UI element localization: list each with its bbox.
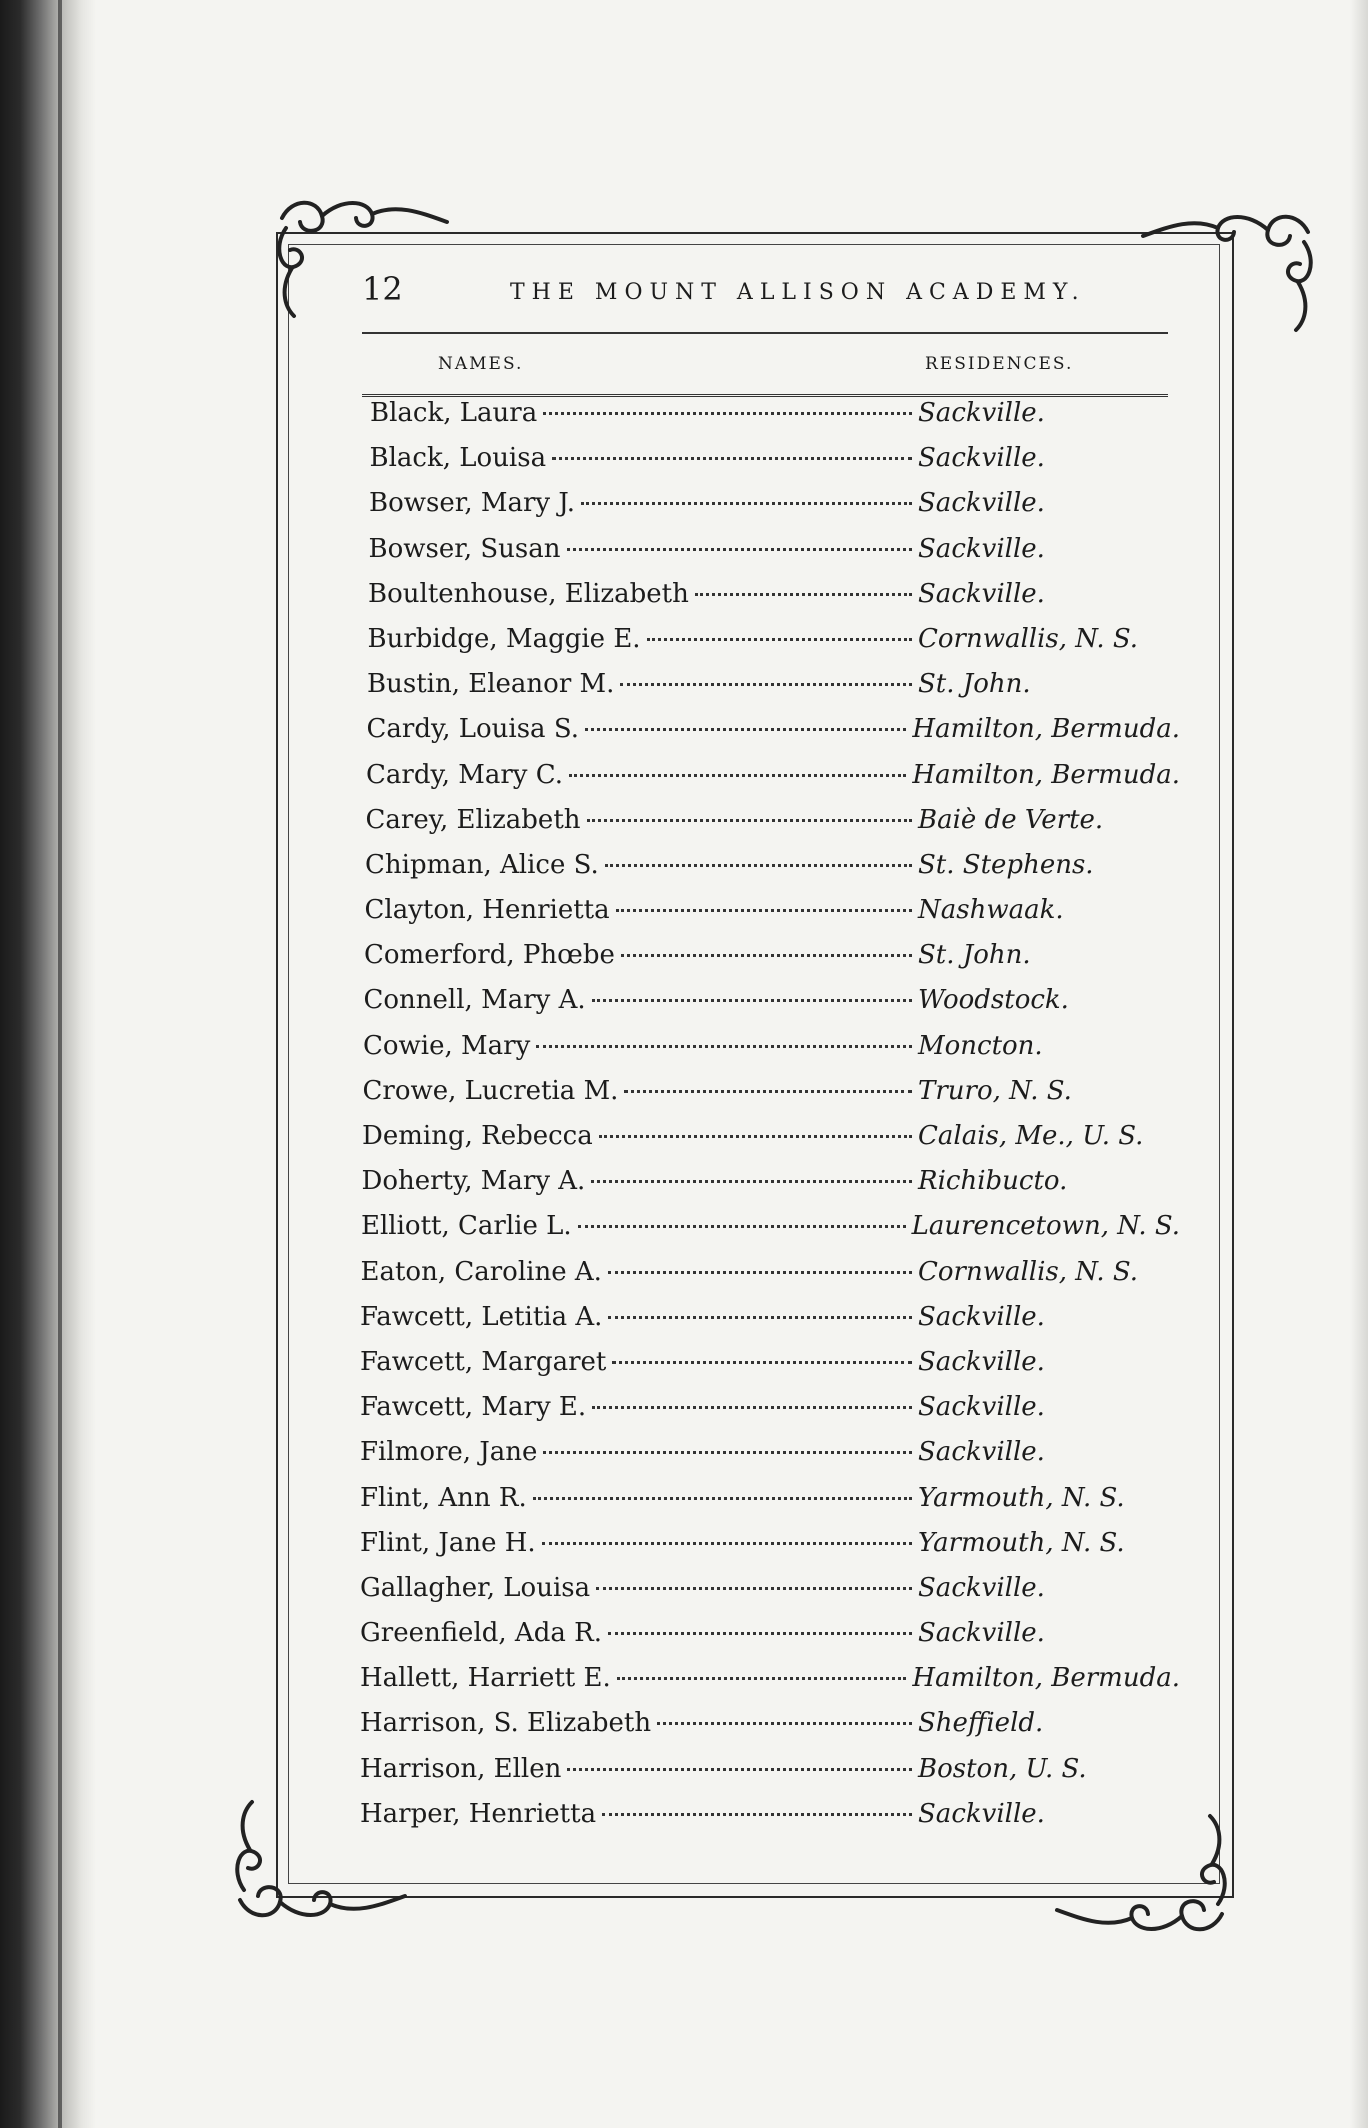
student-residence: Yarmouth, N. S.	[918, 1482, 1125, 1513]
student-residence: Hamilton, Bermuda.	[912, 714, 1180, 745]
dot-leader	[608, 1632, 912, 1635]
list-item	[360, 1121, 1180, 1166]
list-item	[360, 534, 1180, 579]
student-residence: Sackville.	[918, 443, 1045, 474]
student-name: Cardy, Louisa S.	[366, 714, 579, 745]
student-residence: St. John.	[918, 940, 1031, 971]
dot-leader	[591, 1180, 912, 1183]
list-item	[360, 850, 1180, 895]
list-item	[360, 1257, 1180, 1302]
list-item	[360, 1528, 1180, 1573]
dot-leader	[616, 909, 912, 912]
student-name: Black, Louisa	[369, 443, 547, 474]
student-name: Crowe, Lucretia M.	[362, 1075, 619, 1106]
student-name: Elliott, Carlie L.	[361, 1211, 572, 1242]
student-name: Fawcett, Letitia A.	[360, 1301, 603, 1332]
student-residence: Yarmouth, N. S.	[918, 1527, 1125, 1558]
dot-leader	[620, 683, 912, 686]
dot-leader	[567, 548, 913, 551]
list-item	[360, 1754, 1180, 1799]
header-rule	[362, 332, 1168, 334]
student-residence: Sackville.	[918, 1437, 1045, 1468]
dot-leader	[608, 1271, 912, 1274]
student-residence: Cornwallis, N. S.	[918, 1256, 1139, 1287]
student-residence: Woodstock.	[918, 985, 1069, 1016]
dot-leader	[533, 1497, 912, 1500]
student-residence: Hamilton, Bermuda.	[912, 759, 1180, 790]
student-residence: Laurencetown, N. S.	[911, 1211, 1180, 1242]
page-right-shadow	[1350, 0, 1368, 2128]
student-name: Doherty, Mary A.	[361, 1166, 586, 1197]
student-name: Burbidge, Maggie E.	[367, 623, 641, 654]
dot-leader	[657, 1722, 912, 1725]
student-name: Comerford, Phœbe	[364, 940, 615, 971]
list-item	[360, 488, 1180, 533]
dot-leader	[569, 774, 906, 777]
list-item	[360, 760, 1180, 805]
dot-leader	[647, 638, 912, 641]
list-item	[360, 1031, 1180, 1076]
student-residence: Sackville.	[918, 488, 1045, 519]
dot-leader	[592, 999, 912, 1002]
column-header-residences: RESIDENCES.	[925, 354, 1074, 374]
student-residence: Truro, N. S.	[918, 1075, 1072, 1106]
student-residence: Sackville.	[918, 1618, 1045, 1649]
student-residence: Sackville.	[918, 1572, 1045, 1603]
student-name: Cardy, Mary C.	[366, 759, 563, 790]
student-name: Bowser, Mary J.	[369, 488, 576, 519]
student-name: Deming, Rebecca	[362, 1121, 593, 1151]
dot-leader	[617, 1677, 907, 1680]
student-name: Eaton, Caroline A.	[360, 1256, 602, 1287]
list-item	[360, 1076, 1180, 1121]
dot-leader	[621, 954, 912, 957]
student-name: Black, Laura	[370, 398, 538, 428]
list-item	[360, 669, 1180, 714]
list-item	[360, 1392, 1180, 1437]
student-residence: Moncton.	[918, 1030, 1043, 1061]
student-name: Greenfield, Ada R.	[360, 1618, 602, 1649]
list-item	[360, 1302, 1180, 1347]
list-item	[360, 714, 1180, 759]
student-name: Harrison, Ellen	[360, 1753, 562, 1784]
student-residence: Baiè de Verte.	[918, 804, 1104, 835]
student-name: Fawcett, Mary E.	[360, 1392, 587, 1423]
list-item	[360, 805, 1180, 850]
list-item	[360, 1437, 1180, 1482]
dot-leader	[567, 1768, 912, 1771]
dot-leader	[596, 1587, 912, 1590]
student-residence: Calais, Me., U. S.	[918, 1121, 1144, 1151]
student-residence: Sackville.	[918, 1301, 1045, 1332]
column-header-names: NAMES.	[438, 354, 524, 374]
dot-leader	[587, 819, 912, 822]
list-item	[360, 895, 1180, 940]
list-item	[360, 1663, 1180, 1708]
dot-leader	[543, 412, 912, 415]
student-residence: Boston, U. S.	[918, 1753, 1087, 1784]
student-residence: Cornwallis, N. S.	[918, 623, 1139, 654]
list-item	[360, 1166, 1180, 1211]
page-edge-line	[58, 0, 62, 2128]
list-item	[360, 398, 1180, 443]
dot-leader	[612, 1361, 912, 1364]
student-list	[360, 398, 1180, 1844]
list-item	[360, 1211, 1180, 1256]
student-name: Cowie, Mary	[363, 1030, 531, 1061]
student-name: Chipman, Alice S.	[365, 849, 599, 880]
list-item	[360, 624, 1180, 669]
book-binding-shadow	[0, 0, 96, 2128]
list-item	[360, 940, 1180, 985]
list-item	[360, 443, 1180, 488]
dot-leader	[536, 1045, 912, 1048]
dot-leader	[542, 1542, 912, 1545]
dot-leader	[592, 1406, 912, 1409]
student-name: Clayton, Henrietta	[364, 895, 610, 926]
student-residence: Sackville.	[918, 1392, 1045, 1423]
student-residence: Sackville.	[918, 1798, 1045, 1829]
dot-leader	[624, 1090, 912, 1093]
student-residence: Richibucto.	[918, 1166, 1068, 1197]
dot-leader	[602, 1813, 912, 1816]
student-name: Bustin, Eleanor M.	[367, 669, 615, 700]
dot-leader	[543, 1451, 912, 1454]
student-name: Flint, Ann R.	[360, 1482, 527, 1513]
student-residence: St. John.	[918, 669, 1031, 700]
dot-leader	[581, 502, 912, 505]
list-item	[360, 1708, 1180, 1753]
student-residence: Sackville.	[918, 578, 1045, 609]
dot-leader	[605, 864, 912, 867]
student-residence: Sackville.	[918, 533, 1045, 564]
list-item	[360, 1483, 1180, 1528]
list-item	[360, 1573, 1180, 1618]
list-item	[360, 1347, 1180, 1392]
student-name: Connell, Mary A.	[363, 985, 586, 1016]
list-item	[360, 1799, 1180, 1844]
dot-leader	[585, 728, 906, 731]
student-residence: Sackville.	[918, 398, 1045, 428]
dot-leader	[599, 1135, 912, 1138]
student-name: Fawcett, Margaret	[360, 1346, 607, 1377]
student-name: Carey, Elizabeth	[365, 804, 581, 835]
student-name: Harper, Henrietta	[360, 1798, 597, 1829]
dot-leader	[552, 457, 912, 460]
student-residence: St. Stephens.	[918, 849, 1094, 880]
student-name: Filmore, Jane	[360, 1437, 538, 1468]
page-number: 12	[362, 270, 403, 308]
student-name: Flint, Jane H.	[360, 1527, 536, 1558]
list-item	[360, 579, 1180, 624]
running-title: THE MOUNT ALLISON ACADEMY.	[510, 280, 1086, 305]
student-residence: Sheffield.	[918, 1708, 1044, 1739]
page-header	[362, 266, 1162, 316]
student-residence: Sackville.	[918, 1346, 1045, 1377]
list-item	[360, 985, 1180, 1030]
student-name: Hallett, Harriett E.	[360, 1663, 611, 1694]
student-name: Gallagher, Louisa	[360, 1572, 591, 1603]
student-residence: Nashwaak.	[918, 895, 1064, 926]
student-name: Harrison, S. Elizabeth	[360, 1708, 652, 1739]
dot-leader	[695, 593, 912, 596]
list-item	[360, 1618, 1180, 1663]
student-name: Boultenhouse, Elizabeth	[368, 578, 689, 609]
student-residence: Hamilton, Bermuda.	[912, 1663, 1180, 1694]
dot-leader	[608, 1316, 912, 1319]
dot-leader	[578, 1225, 906, 1228]
student-name: Bowser, Susan	[368, 533, 561, 564]
